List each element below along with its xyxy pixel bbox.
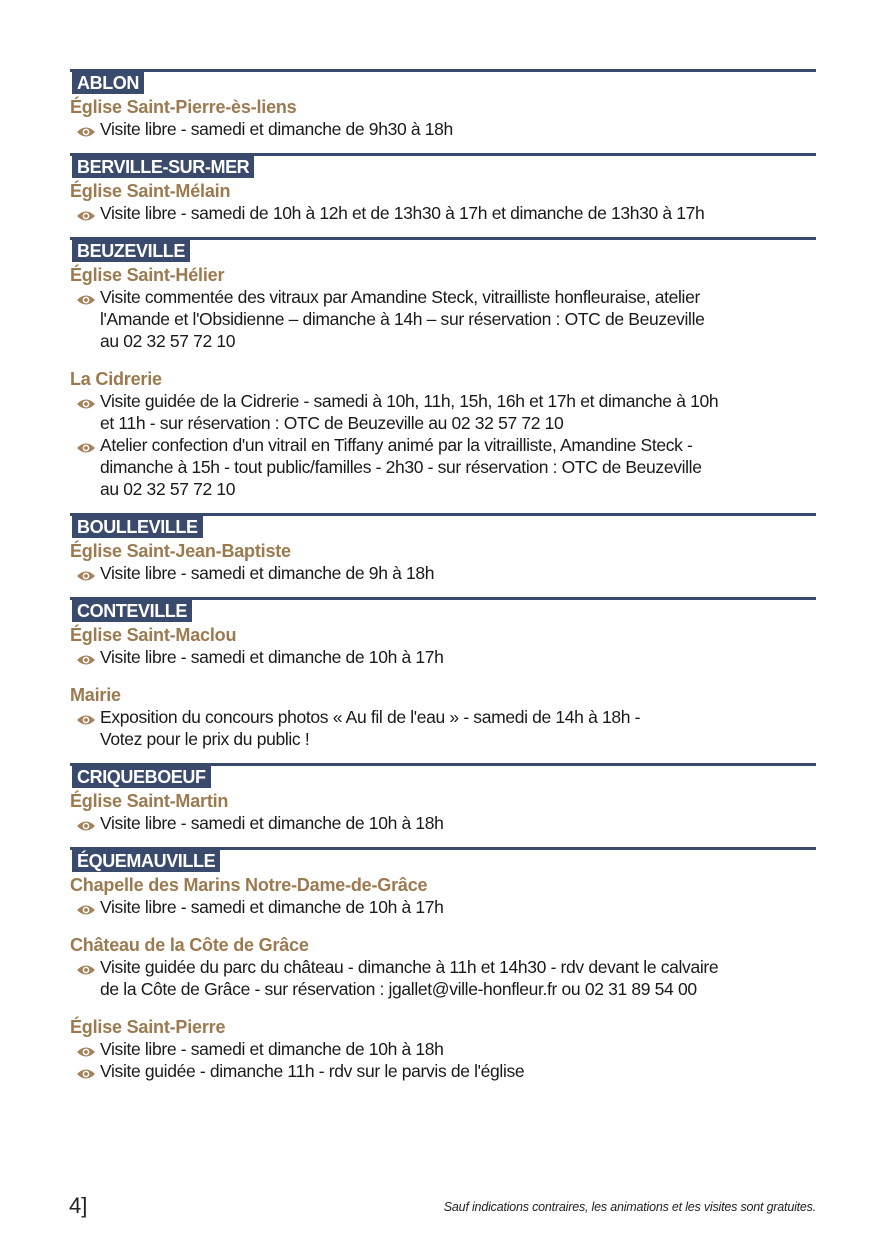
venue <box>70 264 816 352</box>
commune-name: ABLON <box>72 72 144 94</box>
event-item <box>70 286 816 352</box>
venue <box>70 934 816 1000</box>
venue-name: Église Saint-Pierre-ès-liens <box>70 97 297 117</box>
commune-header <box>70 513 816 540</box>
venue-name: Église Saint-Maclou <box>70 625 237 645</box>
venue <box>70 684 816 750</box>
page-number: 4] <box>69 1193 88 1218</box>
commune-name: BERVILLE-SUR-MER <box>72 156 254 178</box>
event-text: l'Amande et l'Obsidienne – dimanche à 14h – sur réservation : OTC de Beuzeville <box>100 309 705 329</box>
venue-name: La Cidrerie <box>70 369 162 389</box>
event-text: Visite libre - samedi et dimanche de 10h à 18h <box>100 1039 444 1059</box>
event-item <box>70 562 816 584</box>
venue <box>70 180 816 224</box>
event-item <box>70 706 816 750</box>
event-item <box>70 118 816 140</box>
event-text: Visite libre - samedi de 10h à 12h et de 13h30 à 17h et dimanche de 13h30 à 17h <box>100 203 705 223</box>
event-text: de la Côte de Grâce - sur réservation : jgallet@ville-honfleur.fr ou 02 31 89 54 00 <box>100 979 697 999</box>
event-item <box>70 434 816 500</box>
eye-icon <box>76 816 96 830</box>
event-text: Visite libre - samedi et dimanche de 9h à 18h <box>100 563 435 583</box>
commune-section <box>70 763 816 834</box>
commune-header <box>70 597 816 624</box>
event-text: Visite guidée - dimanche 11h - rdv sur le parvis de l'église <box>100 1061 525 1081</box>
event-text: Visite libre - samedi et dimanche de 10h à 17h <box>100 647 444 667</box>
eye-icon <box>76 1064 96 1078</box>
event-text: Exposition du concours photos « Au fil de l'eau » - samedi de 14h à 18h - <box>100 707 641 727</box>
commune-name: BOULLEVILLE <box>72 516 203 538</box>
venue-name: Église Saint-Jean-Baptiste <box>70 541 291 561</box>
eye-icon <box>76 650 96 664</box>
eye-icon <box>76 710 96 724</box>
eye-icon <box>76 1042 96 1056</box>
event-text: Visite libre - samedi et dimanche de 10h à 17h <box>100 897 444 917</box>
eye-icon <box>76 900 96 914</box>
event-item <box>70 202 816 224</box>
program-list <box>70 69 816 1095</box>
commune-section <box>70 69 816 140</box>
venue <box>70 540 816 584</box>
eye-icon <box>76 290 96 304</box>
venue <box>70 874 816 918</box>
commune-name: CONTEVILLE <box>72 600 192 622</box>
venue-name: Église Saint-Hélier <box>70 265 225 285</box>
event-item <box>70 390 816 434</box>
commune-section <box>70 597 816 750</box>
event-text: au 02 32 57 72 10 <box>100 331 236 351</box>
event-item <box>70 1060 816 1082</box>
event-text: et 11h - sur réservation : OTC de Beuzeville au 02 32 57 72 10 <box>100 413 564 433</box>
event-item <box>70 646 816 668</box>
commune-name: BEUZEVILLE <box>72 240 190 262</box>
venue-name: Église Saint-Pierre <box>70 1017 226 1037</box>
eye-icon <box>76 206 96 220</box>
venue <box>70 624 816 668</box>
venue <box>70 96 816 140</box>
event-text: Votez pour le prix du public ! <box>100 729 310 749</box>
event-text: Visite guidée de la Cidrerie - samedi à 10h, 11h, 15h, 16h et 17h et dimanche à 10h <box>100 391 719 411</box>
commune-section <box>70 513 816 584</box>
eye-icon <box>76 566 96 580</box>
commune-section <box>70 153 816 224</box>
event-text: au 02 32 57 72 10 <box>100 479 236 499</box>
event-item <box>70 956 816 1000</box>
venue <box>70 1016 816 1082</box>
eye-icon <box>76 394 96 408</box>
venue-name: Église Saint-Martin <box>70 791 229 811</box>
event-text: Atelier confection d'un vitrail en Tiffany animé par la vitrailliste, Amandine Steck - <box>100 435 693 455</box>
eye-icon <box>76 438 96 452</box>
eye-icon <box>76 122 96 136</box>
commune-section <box>70 237 816 500</box>
commune-name: CRIQUEBOEUF <box>72 766 211 788</box>
commune-header <box>70 69 816 96</box>
event-text: Visite guidée du parc du château - dimanche à 11h et 14h30 - rdv devant le calvaire <box>100 957 719 977</box>
commune-header <box>70 237 816 264</box>
event-text: Visite commentée des vitraux par Amandine Steck, vitrailliste honfleuraise, atelier <box>100 287 700 307</box>
eye-icon <box>76 960 96 974</box>
event-text: Visite libre - samedi et dimanche de 9h30 à 18h <box>100 119 453 139</box>
footer-note: Sauf indications contraires, les animations et les visites sont gratuites. <box>443 1200 816 1214</box>
venue-name: Chapelle des Marins Notre-Dame-de-Grâce <box>70 875 428 895</box>
event-item <box>70 1038 816 1060</box>
commune-header <box>70 847 816 874</box>
venue-name: Château de la Côte de Grâce <box>70 935 309 955</box>
venue-name: Église Saint-Mélain <box>70 181 231 201</box>
event-text: Visite libre - samedi et dimanche de 10h à 18h <box>100 813 444 833</box>
venue <box>70 790 816 834</box>
event-item <box>70 896 816 918</box>
commune-header <box>70 153 816 180</box>
commune-header <box>70 763 816 790</box>
commune-name: ÉQUEMAUVILLE <box>72 850 220 872</box>
venue-name: Mairie <box>70 685 121 705</box>
commune-section <box>70 847 816 1082</box>
event-item <box>70 812 816 834</box>
event-text: dimanche à 15h - tout public/familles - 2h30 - sur réservation : OTC de Beuzeville <box>100 457 702 477</box>
venue <box>70 368 816 500</box>
